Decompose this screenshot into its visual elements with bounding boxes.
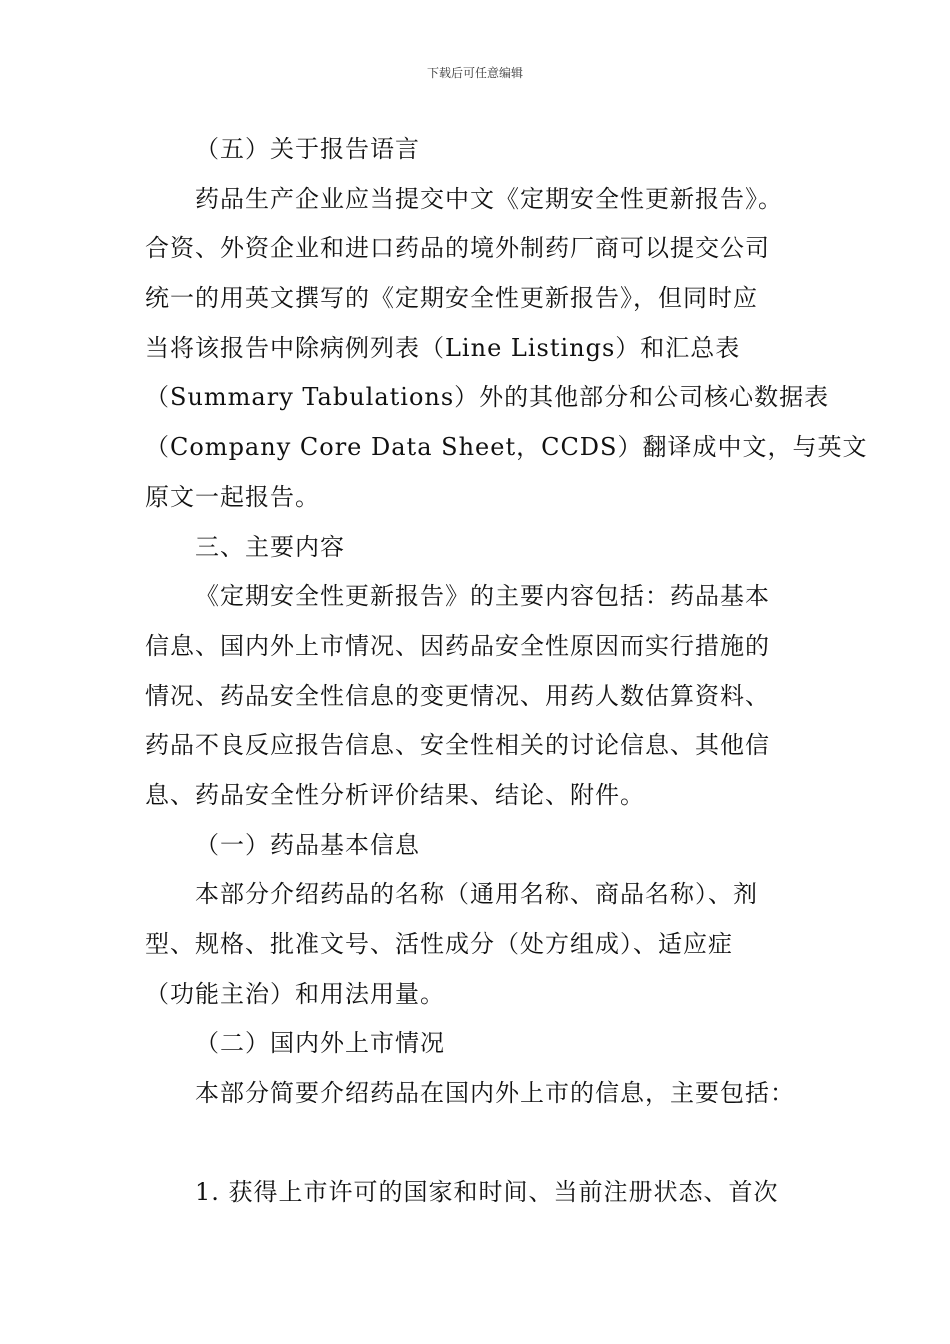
- paragraph-line: 本部分简要介绍药品在国内外上市的信息，主要包括：: [195, 1079, 795, 1108]
- paragraph-line: 原文一起报告。: [145, 482, 320, 511]
- paragraph-line: 情况、药品安全性信息的变更情况、用药人数估算资料、: [145, 681, 770, 710]
- paragraph-line: （Summary Tabulations）外的其他部分和公司核心数据表: [145, 383, 830, 412]
- document-body: [145, 125, 868, 1218]
- paragraph-line: 合资、外资企业和进口药品的境外制药厂商可以提交公司: [145, 234, 770, 263]
- paragraph-line: 信息、国内外上市情况、因药品安全性原因而实行措施的: [145, 631, 770, 660]
- paragraph-line: 型、规格、批准文号、活性成分（处方组成）、适应症: [145, 930, 733, 958]
- paragraph-line: 当将该报告中除病例列表（Line Listings）和汇总表: [145, 333, 741, 362]
- paragraph-line: 统一的用英文撰写的《定期安全性更新报告》，但同时应: [145, 284, 758, 313]
- blank-line: [145, 1119, 815, 1169]
- paragraph-line: 息、药品安全性分析评价结果、结论、附件。: [145, 780, 645, 809]
- paragraph-line: （功能主治）和用法用量。: [145, 979, 445, 1008]
- section-heading-report-language: （五）关于报告语言: [195, 135, 420, 163]
- section-heading-main-content: 三、主要内容: [195, 532, 345, 561]
- paragraph-line: 药品生产企业应当提交中文《定期安全性更新报告》。: [195, 184, 783, 213]
- paragraph-line: （Company Core Data Sheet，CCDS）翻译成中文，与英文: [145, 433, 868, 462]
- list-item: 1. 获得上市许可的国家和时间、当前注册状态、首次: [195, 1178, 779, 1207]
- paragraph-line: 《定期安全性更新报告》的主要内容包括：药品基本: [195, 582, 770, 611]
- paragraph-line: 本部分介绍药品的名称（通用名称、商品名称）、剂: [195, 880, 758, 909]
- section-heading-basic-info: （一）药品基本信息: [195, 830, 420, 859]
- paragraph-line: 药品不良反应报告信息、安全性相关的讨论信息、其他信: [145, 731, 770, 760]
- section-heading-market-status: （二）国内外上市情况: [195, 1029, 445, 1058]
- page-header: 下载后可任意编辑: [426, 66, 523, 80]
